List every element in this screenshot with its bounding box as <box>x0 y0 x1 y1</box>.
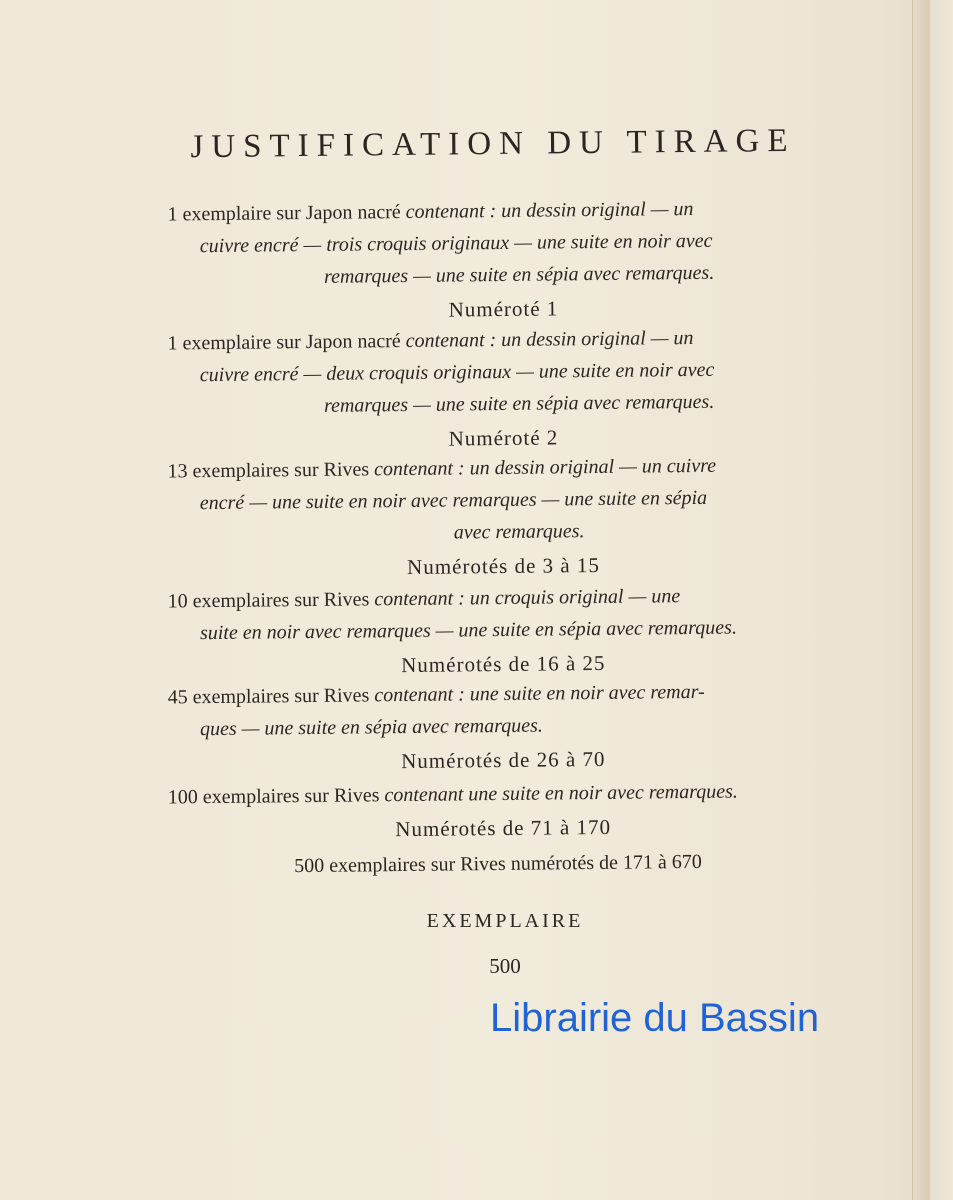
entry-numbering: Numérotés de 3 à 15 <box>406 552 601 580</box>
entry-italic-text: encré — une suite en noir avec remarques — une suite en sépia <box>199 486 708 515</box>
page-edge <box>912 0 953 1200</box>
entry-italic-text: cuivre encré — deux croquis originaux — une suite en noir avec <box>199 358 715 387</box>
entry-numbering: Numéroté 1 <box>448 296 559 322</box>
entry-numbering: Numérotés de 26 à 70 <box>401 746 606 774</box>
entry-italic-text: remarques — une suite en sépia avec remarques. <box>323 261 715 288</box>
edition-entry <box>168 674 839 779</box>
entry-italic-text: ques — une suite en sépia avec remarques. <box>199 714 543 741</box>
final-edition-line: 500 exemplaires sur Rives numérotés de 171 à 670 <box>294 850 702 878</box>
entry-italic-text: remarques — une suite en sépia avec remarques. <box>323 390 715 417</box>
entry-line <box>168 706 838 745</box>
entry-numbering: Numérotés de 71 à 170 <box>395 814 612 842</box>
entry-italic-text: contenant : un croquis original — une <box>374 585 681 611</box>
watermark: Librairie du Bassin <box>490 996 820 1040</box>
entry-numbering: Numérotés de 16 à 25 <box>401 650 606 678</box>
edition-entry <box>167 320 838 457</box>
entry-italic-text: contenant : un dessin original — un <box>405 327 694 353</box>
edition-entry <box>168 774 839 847</box>
entry-italic-text: cuivre encré — trois croquis originaux — une suite en noir avec <box>199 229 713 258</box>
entry-italic-text: suite en noir avec remarques — une suite en sépia avec remarques. <box>199 616 737 645</box>
entry-text: 1 exemplaire sur Japon nacré <box>167 330 406 355</box>
exemplaire-label: EXEMPLAIRE <box>426 910 584 932</box>
edition-entry <box>168 578 839 683</box>
entry-italic-text: contenant : un dessin original — un <box>405 198 694 224</box>
entry-text: 100 exemplaires sur Rives <box>167 784 385 809</box>
entry-numbering: Numéroté 2 <box>448 425 559 451</box>
entry-italic-text: avec remarques. <box>453 520 585 544</box>
page-title: JUSTIFICATION DU TIRAGE <box>190 122 796 166</box>
entry-italic-text: contenant : un dessin original — un cuivre <box>374 454 717 481</box>
entry-italic-text: contenant une suite en noir avec remarques. <box>384 780 738 807</box>
entry-text: 13 exemplaires sur Rives <box>167 458 375 483</box>
edition-entry <box>167 191 838 328</box>
entry-text: 10 exemplaires sur Rives <box>167 588 375 613</box>
entry-line <box>168 610 838 649</box>
entry-italic-text: contenant : une suite en noir avec remar- <box>374 680 705 707</box>
edition-entry <box>167 448 838 585</box>
entry-text: 1 exemplaire sur Japon nacré <box>167 201 406 226</box>
entry-text: 45 exemplaires sur Rives <box>167 684 375 709</box>
entry-line <box>168 774 838 813</box>
exemplaire-number: 500 <box>489 954 521 978</box>
